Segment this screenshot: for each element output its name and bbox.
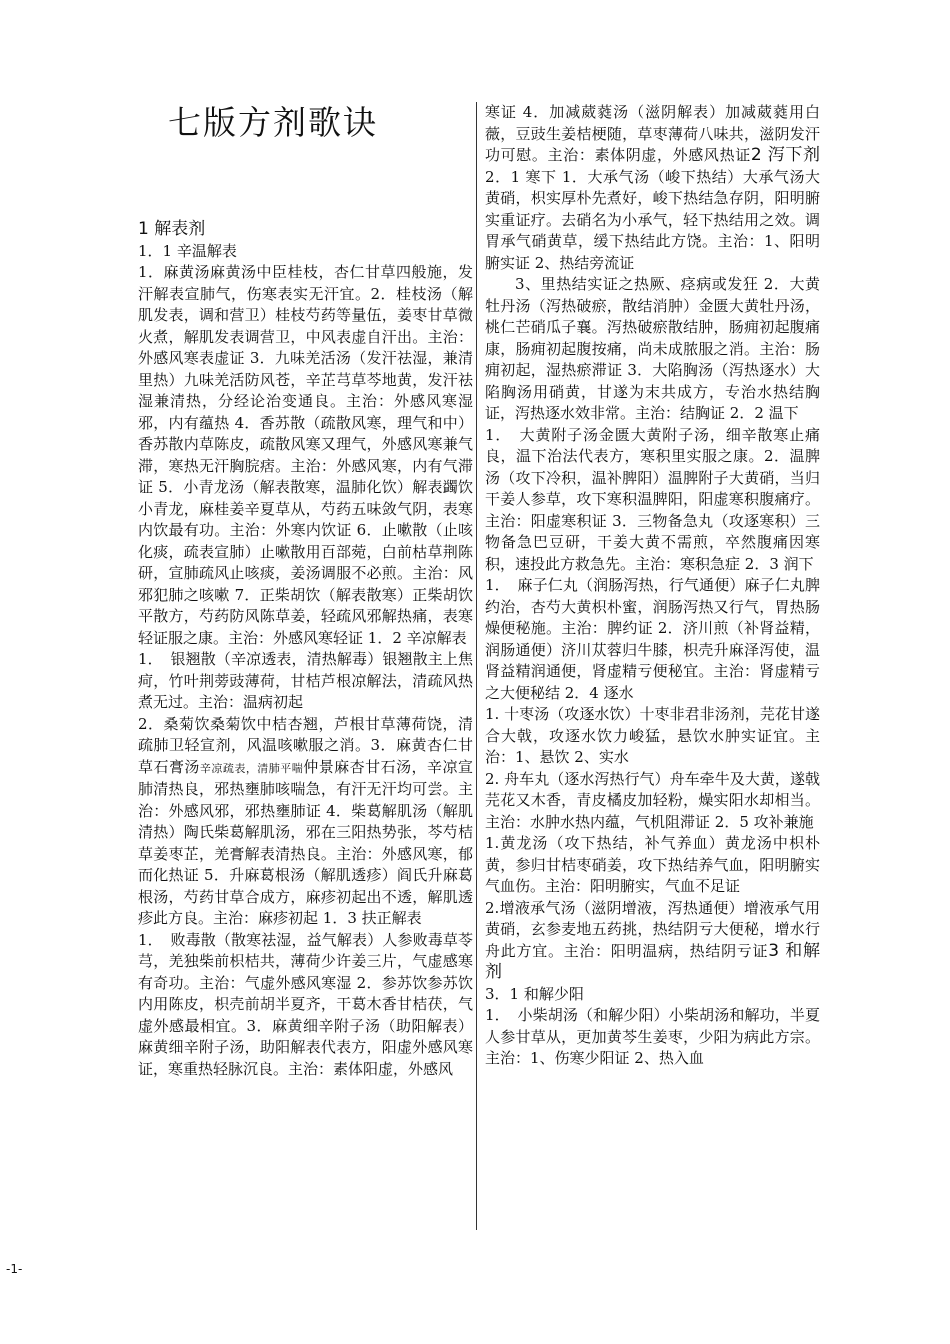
paragraph: 1． 败毒散（散寒祛湿，益气解表）人参败毒草苓芎，羌独柴前枳桔共，薄荷少许姜三片，气虚感寒有奇功。主治：气虚外感风寒湿 2．参苏饮参苏饮内用陈皮，枳壳前胡半夏齐，干葛木香甘桔茯，气虚外感最相宜。3．麻黄细辛附子汤（助阳解表）麻黄细辛附子汤，助阳解表代表方，阳虚外感风寒证，寒重热轻脉沉良。主治：素体阳虚，外感风 <box>138 930 473 1078</box>
paragraph: 1． 大黄附子汤金匮大黄附子汤，细辛散寒止痛良，温下治法代表方，寒积里实服之康。2．温脾汤（攻下冷积，温补脾阳）温脾附子大黄硝，当归干姜人参草，攻下寒积温脾阳，阳虚寒积腹痛疗。主治：阳虚寒积证 3．三物备急丸（攻逐寒积）三物备急巴豆研，干姜大黄不需煎，卒然腹痛因寒积，速投此方救急先。主治：寒积急症 2．3 润下 <box>485 425 820 573</box>
text-run: 仲景麻杏甘石汤，辛凉宣肺清热良，邪热壅肺咳喘急，有汗无汗均可尝。主治：外感风邪，邪热壅肺证 4．柴葛解肌汤（解肌清热）陶氏柴葛解肌汤，邪在三阳热势张，芩芍桔草姜枣芷，羌膏解表清热良。主治：外感风寒，郁而化热证 5．升麻葛根汤（解肌透疹）阎氏升麻葛根汤，芍药甘草合成方，麻疹初起出不透，解肌透疹此方良。主治：麻疹初起 1．3 扶正解表 <box>138 757 473 927</box>
subsection-heading: 1．1 辛温解表 <box>138 241 237 260</box>
paragraph: 1.黄龙汤（攻下热结，补气养血）黄龙汤中枳朴黄，参归甘桔枣硝姜，攻下热结养气血，阳明腑实气血伤。主治：阳明腑实，气血不足证 <box>485 834 820 895</box>
section-heading-hejie: 3 和解剂 <box>485 940 820 982</box>
paragraph: 1． 小柴胡汤（和解少阳）小柴胡汤和解功，半夏人参甘草从，更加黄芩生姜枣，少阳为病此方宗。主治：1、伤寒少阳证 2、热入血 <box>485 1006 820 1067</box>
paragraph <box>485 102 820 274</box>
small-annotation: 辛凉疏表，清肺平喘 <box>199 761 304 775</box>
paragraph: 2. 舟车丸（逐水泻热行气）舟车牵牛及大黄，遂戟芫花又木香，青皮橘皮加轻粉，燥实阳水却相当。主治：水肿水热内蕴，气机阻滞证 2．5 攻补兼施 <box>485 769 820 831</box>
paragraph: 3、里热结实证之热厥、痉病或发狂 2．大黄牡丹汤（泻热破瘀，散结消肿）金匮大黄牡丹汤，桃仁芒硝瓜子襄。泻热破瘀散结肿，肠痈初起腹痛康，肠痈初起腹按痛，尚未成脓服之消。主治：肠痈初起，湿热瘀滞证 3．大陷胸汤（泻热逐水）大陷胸汤用硝黄，甘遂为末共成方，专治水热结胸证，泻热逐水效非常。主治：结胸证 2．2 温下 <box>485 275 820 422</box>
column-divider <box>476 102 477 1230</box>
paragraph: 1． 麻子仁丸（润肠泻热，行气通便）麻子仁丸脾约治，杏芍大黄枳朴蜜，润肠泻热又行气，胃热肠燥便秘施。主治：脾约证 2．济川煎（补肾益精，润肠通便）济川苁蓉归牛膝，枳壳升麻泽泻使，温肾益精润通便，肾虚精亏便秘宜。主治：肾虚精亏之大便秘结 2．4 逐水 <box>485 576 820 702</box>
page-number: -1- <box>6 1262 23 1276</box>
paragraph: 1． 银翘散（辛凉透表，清热解毒）银翘散主上焦疴，竹叶荆蒡豉薄荷，甘桔芦根凉解法，清疏风热煮无过。主治：温病初起 <box>138 650 473 711</box>
section-heading-xiexia: 2 泻下剂 <box>750 145 820 165</box>
paragraph <box>138 714 473 930</box>
left-column <box>138 0 473 1080</box>
paragraph: 1．麻黄汤麻黄汤中臣桂枝，杏仁甘草四般施，发汗解表宣肺气，伤寒表实无汗宜。2．桂枝汤（解肌发表，调和营卫）桂枝芍药等量伍，姜枣甘草微火煮，解肌发表调营卫，中风表虚自汗出。主治：外感风寒表虚证 3．九味羌活汤（发汗祛湿，兼清里热）九味羌活防风苍，辛芷芎草芩地黄，发汗祛湿兼清热，分经论治变通良。主治：外感风寒湿邪，内有蕴热 4．香苏散（疏散风寒，理气和中）香苏散内草陈皮，疏散风寒又理气，外感风寒兼气滞，寒热无汗胸脘痞。主治：外感风寒，内有气滞证 5．小青龙汤（解表散寒，温肺化饮）解表蠲饮小青龙，麻桂姜辛夏草从，芍药五味敛气阴，表寒内饮最有功。主治：外寒内饮证 6．止嗽散（止咳化痰，疏表宣肺）止嗽散用百部菀，白前枯草荆陈研，宣肺疏风止咳痰，姜汤调服不必煎。主治：风邪犯肺之咳嗽 7．正柴胡饮（解表散寒）正柴胡饮平散方，芍药防风陈草姜，轻疏风邪解热痛，表寒轻证服之康。主治：外感风寒轻证 1．2 辛凉解表 <box>138 263 473 647</box>
paragraph: 1. 十枣汤（攻逐水饮）十枣非君非汤剂，芫花甘遂合大戟，攻逐水饮力峻猛，悬饮水肿实证宜。主治：1、悬饮 2、实水 <box>485 705 820 766</box>
text-run: 2．1 寒下 1．大承气汤（峻下热结）大承气汤大黄硝，枳实厚朴先煮好，峻下热结急存阴，阳明腑实重证疗。去硝名为小承气，轻下热结用之效。调胃承气硝黄草，缓下热结此方饶。主治：1、阳明腑实证 2、热结旁流证 <box>485 167 820 272</box>
section-heading-jiebiao: 1 解表剂 <box>138 219 206 239</box>
right-column <box>485 0 820 1070</box>
subsection-heading: 3．1 和解少阳 <box>485 984 584 1003</box>
paragraph <box>485 898 820 984</box>
text-run: 2.增液承气汤（滋阴增液，泻热通便）增液承气用黄硝，玄参麦地五药挑，热结阴亏大便秘，增水行舟此方宜。主治：阳明温病，热结阴亏证 <box>485 898 820 960</box>
text-run: 寒证 4．加减葳蕤汤（滋阴解表）加减葳蕤用白薇，豆豉生姜桔梗随，草枣薄荷八味共，滋阴发汗功可慰。主治：素体阴虚，外感风热证 <box>485 103 820 164</box>
page-title: 七版方剂歌诀 <box>168 103 378 142</box>
text-run: 2．桑菊饮桑菊饮中桔杏翘，芦根甘草薄荷饶，清疏肺卫轻宣剂，风温咳嗽服之消。3．麻黄杏仁甘草石膏汤 <box>138 714 473 776</box>
